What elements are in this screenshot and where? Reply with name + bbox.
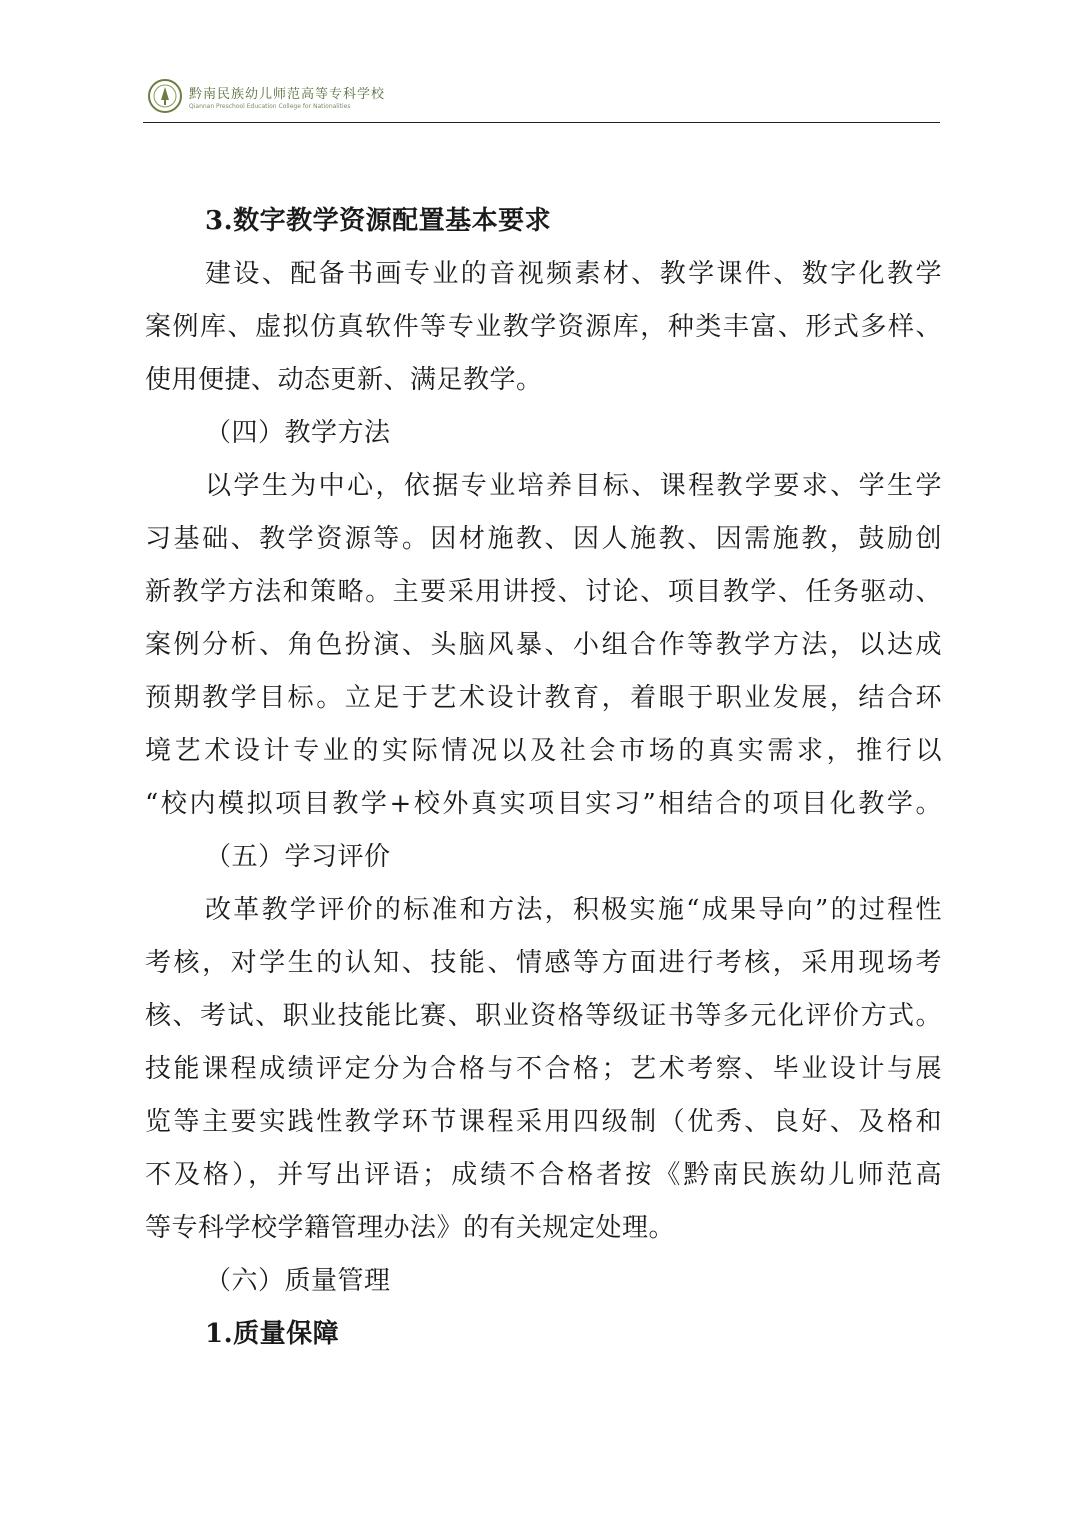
paragraph-line: 览等主要实践性教学环节课程采用四级制（优秀、良好、及格和	[145, 1107, 942, 1137]
logo-chinese-name: 黔南民族幼儿师范高等专科学校	[189, 86, 386, 102]
paragraph-line: 案例库、虚拟仿真软件等专业教学资源库，种类丰富、形式多样、	[145, 312, 942, 342]
paragraph-line: 考核，对学生的认知、技能、情感等方面进行考核，采用现场考	[145, 948, 942, 978]
document-body	[145, 195, 942, 1361]
paragraph-line: 以学生为中心，依据专业培养目标、课程教学要求、学生学	[205, 471, 942, 501]
paragraph-line: 新教学方法和策略。主要采用讲授、讨论、项目教学、任务驱动、	[145, 577, 942, 607]
section-heading-teaching-methods: （四）教学方法	[205, 418, 391, 448]
paragraph-line: 预期教学目标。立足于艺术设计教育，着眼于职业发展，结合环	[145, 683, 942, 713]
paragraph-line: 境艺术设计专业的实际情况以及社会市场的真实需求，推行以	[145, 736, 942, 766]
logo-english-name: Qiannan Preschool Education College for Nationalities	[189, 102, 351, 110]
school-seal-icon	[147, 78, 183, 114]
page-header	[143, 66, 940, 123]
school-logo	[147, 76, 385, 116]
paragraph-line: 习基础、教学资源等。因材施教、因人施教、因需施教，鼓励创	[145, 524, 942, 554]
section-heading-quality-management: （六）质量管理	[205, 1266, 391, 1296]
heading-quality-assurance: 1.质量保障	[205, 1319, 340, 1349]
paragraph-line: 建设、配备书画专业的音视频素材、教学课件、数字化教学	[205, 259, 942, 289]
paragraph-line: 不及格），并写出评语；成绩不合格者按《黔南民族幼儿师范高	[145, 1160, 942, 1190]
paragraph-line: 改革教学评价的标准和方法，积极实施“成果导向”的过程性	[205, 895, 942, 925]
paragraph-line: 技能课程成绩评定分为合格与不合格；艺术考察、毕业设计与展	[145, 1054, 942, 1084]
paragraph-line: “校内模拟项目教学+校外真实项目实习”相结合的项目化教学。	[145, 789, 942, 819]
paragraph-line: 案例分析、角色扮演、头脑风暴、小组合作等教学方法，以达成	[145, 630, 942, 660]
section-heading-learning-evaluation: （五）学习评价	[205, 842, 391, 872]
paragraph-line: 使用便捷、动态更新、满足教学。	[145, 365, 543, 395]
paragraph-line: 核、考试、职业技能比赛、职业资格等级证书等多元化评价方式。	[145, 1001, 942, 1031]
heading-digital-resources: 3.数字教学资源配置基本要求	[205, 206, 552, 236]
paragraph-line: 等专科学校学籍管理办法》的有关规定处理。	[145, 1213, 676, 1243]
